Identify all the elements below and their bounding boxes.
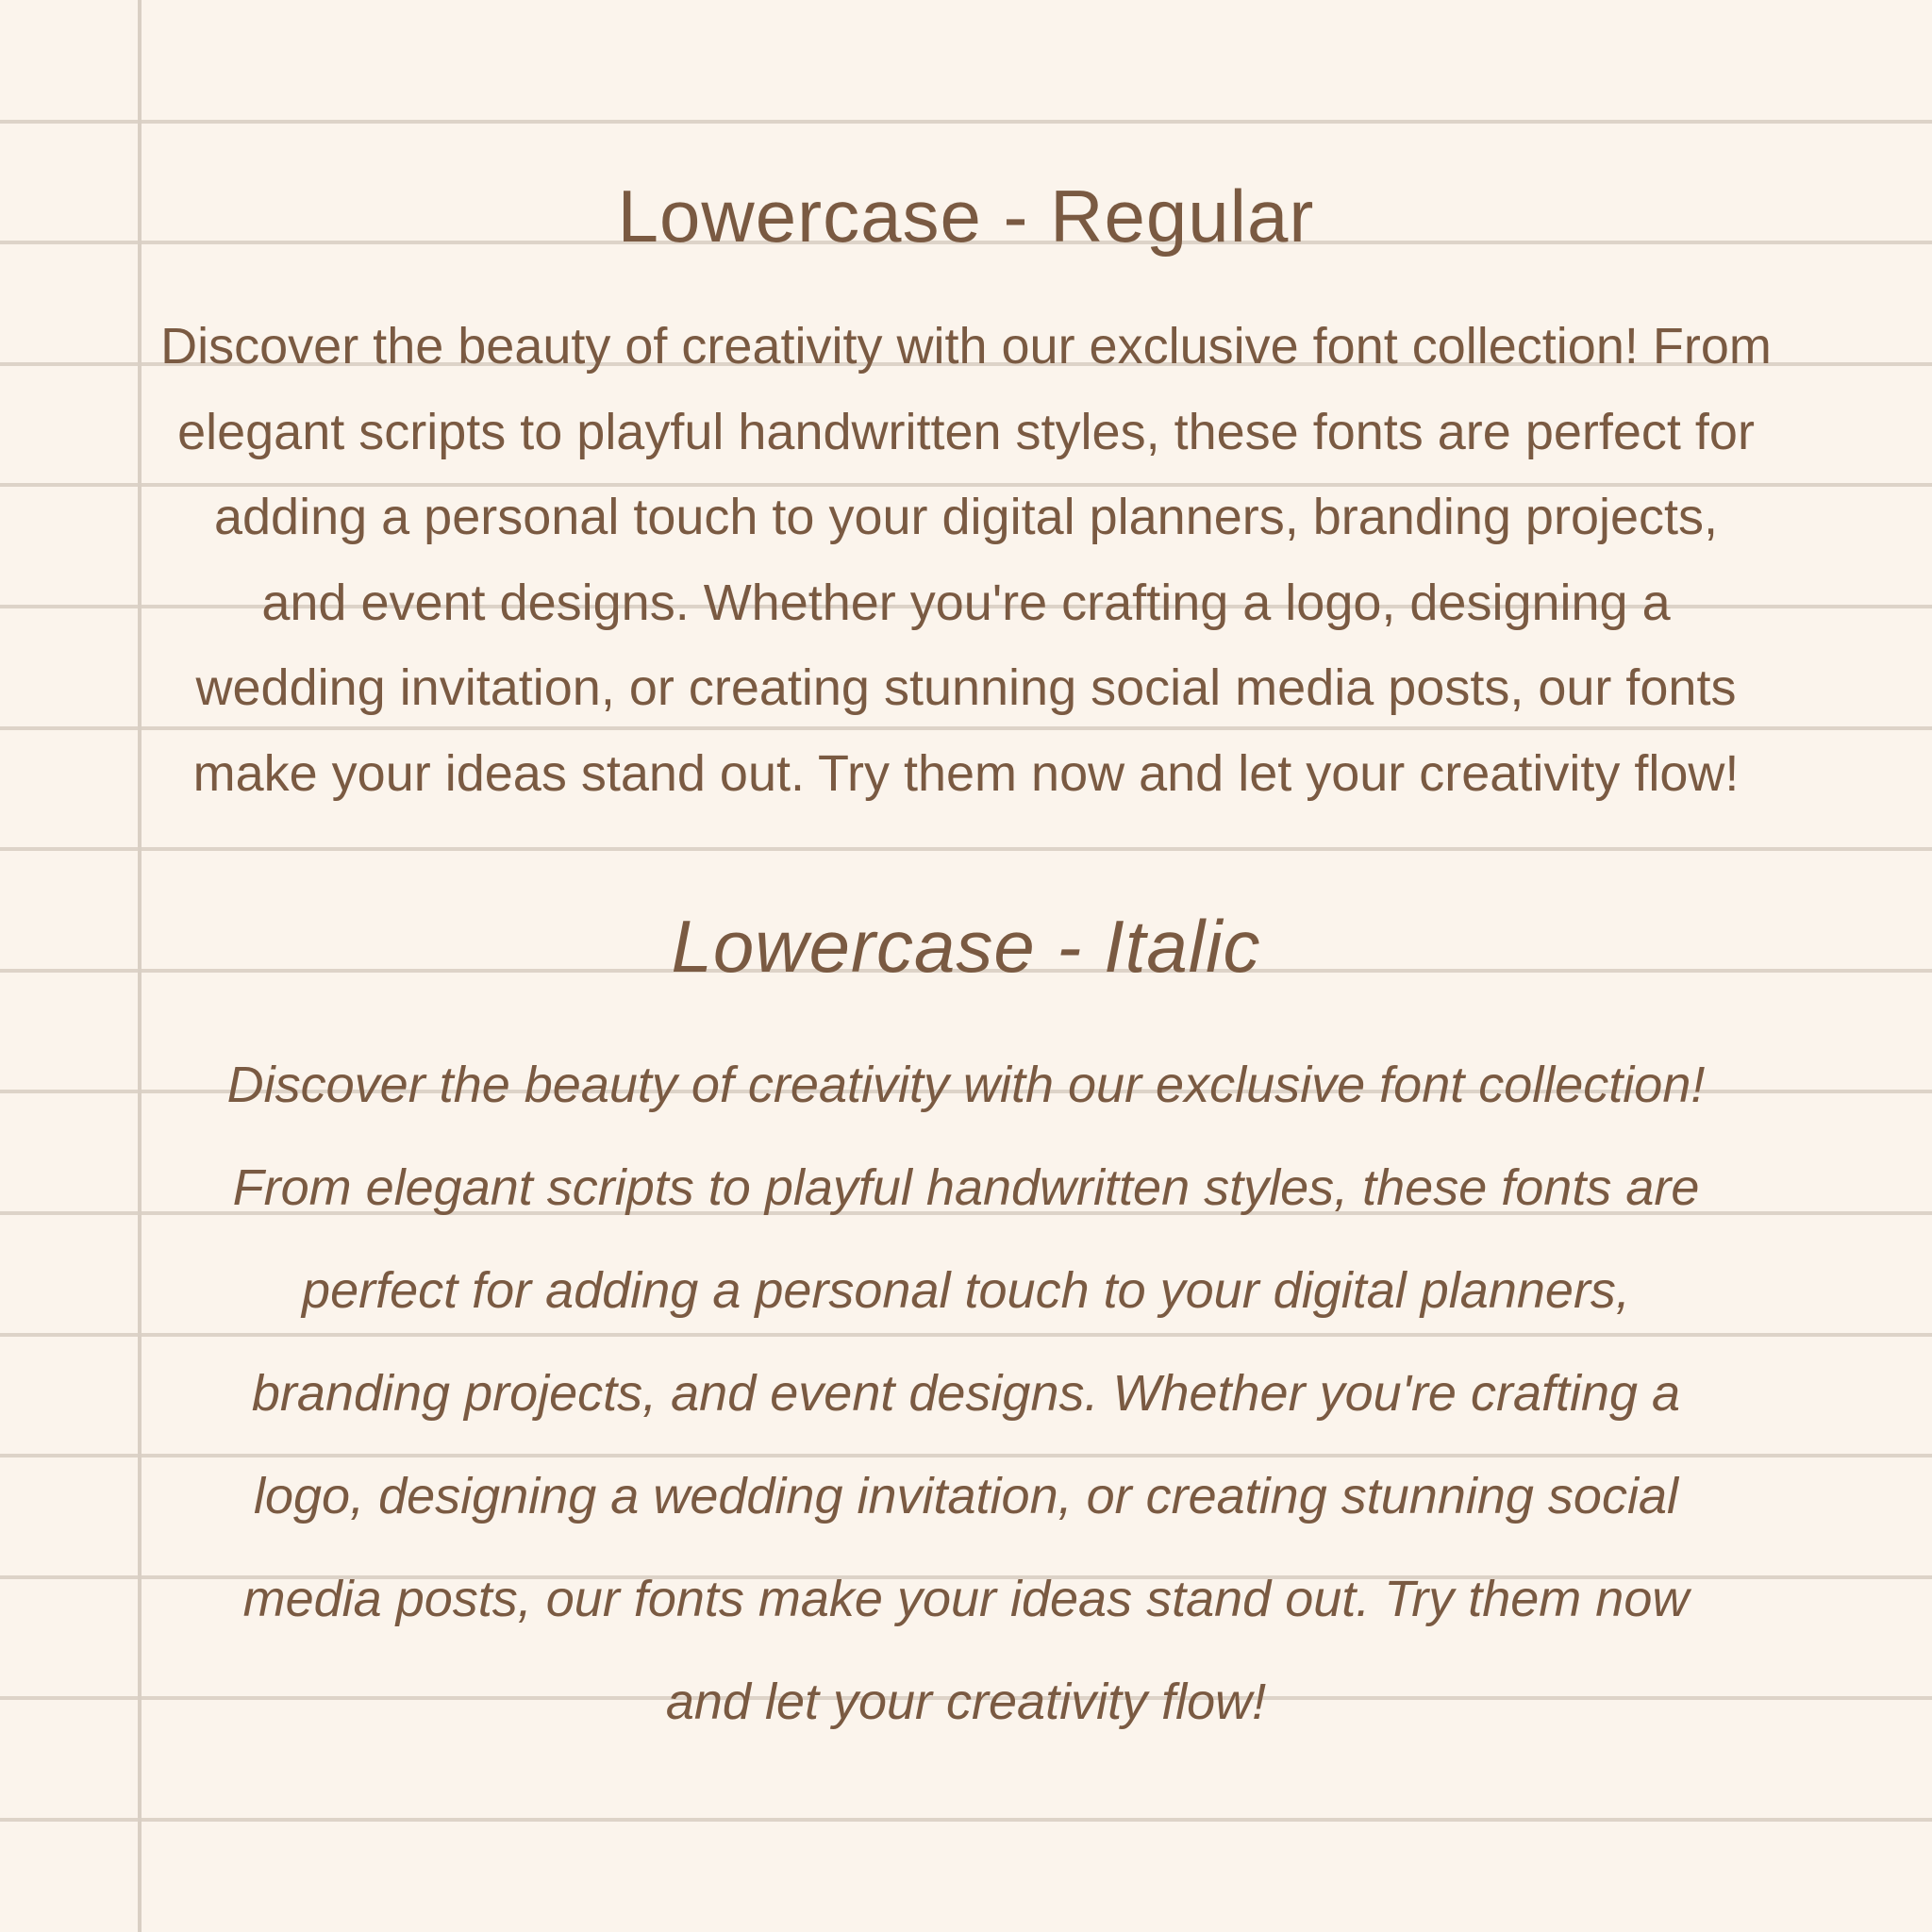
paragraph-italic: [142, 1034, 1790, 1754]
paragraph-line: media posts, our fonts make your ideas stand out. Try them now: [242, 1571, 1690, 1627]
paragraph-line: make your ideas stand out. Try them now and let your creativity flow!: [192, 744, 1740, 802]
paragraph-line: wedding invitation, or creating stunning social media posts, our fonts: [195, 659, 1737, 716]
paragraph-regular: [142, 304, 1790, 816]
ruled-line: [0, 1818, 1932, 1822]
paragraph-line: From elegant scripts to playful handwritten styles, these fonts are: [232, 1159, 1700, 1216]
paragraph-line: perfect for adding a personal touch to your digital planners,: [302, 1262, 1630, 1319]
paragraph-line: adding a personal touch to your digital planners, branding projects,: [213, 489, 1719, 545]
ruled-line: [0, 847, 1932, 851]
paragraph-line: Discover the beauty of creativity with our exclusive font collection!: [226, 1057, 1706, 1113]
paragraph-line: and let your creativity flow!: [665, 1674, 1267, 1730]
section-heading-italic: Lowercase - Italic: [671, 905, 1261, 988]
paragraph-line: elegant scripts to playful handwritten styles, these fonts are perfect for: [177, 403, 1755, 460]
paragraph-line: and event designs. Whether you're crafting a logo, designing a: [261, 574, 1671, 631]
paragraph-line: Discover the beauty of creativity with our exclusive font collection! From: [160, 318, 1772, 375]
section-heading-regular: Lowercase - Regular: [617, 175, 1315, 258]
paragraph-line: branding projects, and event designs. Whether you're crafting a: [251, 1365, 1681, 1422]
ruled-line: [0, 120, 1932, 124]
paragraph-line: logo, designing a wedding invitation, or creating stunning social: [254, 1468, 1678, 1524]
